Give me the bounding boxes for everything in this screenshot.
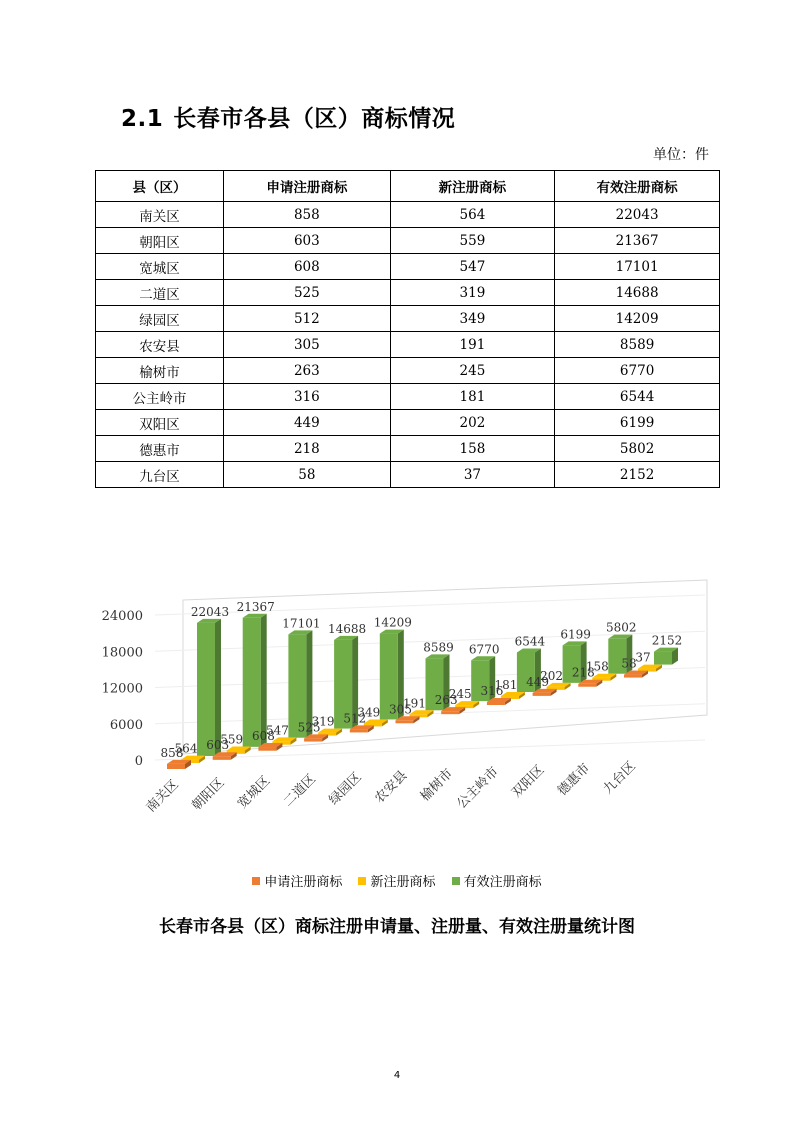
bar-0 xyxy=(578,684,596,687)
cell-valid: 6199 xyxy=(555,410,720,436)
y-tick-label: 12000 xyxy=(101,681,143,697)
bar-0 xyxy=(304,738,322,741)
bar-2 xyxy=(654,652,672,665)
cell-county: 宽城区 xyxy=(96,254,224,280)
bar-data-label: 21367 xyxy=(236,599,275,614)
cell-county: 九台区 xyxy=(96,462,224,488)
x-category-label: 九台区 xyxy=(600,758,639,798)
bar-2 xyxy=(197,623,215,756)
bar-data-label: 181 xyxy=(494,678,518,693)
legend-swatch-applications xyxy=(252,877,260,885)
bar-data-label: 6544 xyxy=(514,634,546,649)
cell-new: 202 xyxy=(390,410,555,436)
cell-new: 349 xyxy=(390,306,555,332)
section-heading xyxy=(121,100,455,133)
x-category-label: 南关区 xyxy=(143,777,182,816)
bar-data-label: 512 xyxy=(343,711,367,726)
cell-new: 37 xyxy=(390,462,555,488)
cell-applications: 58 xyxy=(224,462,391,488)
bar-data-label: 14688 xyxy=(328,621,367,636)
bar-0 xyxy=(487,702,505,705)
bar-data-label: 58 xyxy=(621,656,637,671)
cell-new: 191 xyxy=(390,332,555,358)
bar-data-label: 564 xyxy=(174,741,198,756)
table-row xyxy=(96,306,720,332)
bar-data-label: 37 xyxy=(635,650,651,665)
cell-new: 245 xyxy=(390,358,555,384)
legend-label-valid: 有效注册商标 xyxy=(463,875,542,890)
cell-county: 公主岭市 xyxy=(96,384,224,410)
bar-data-label: 525 xyxy=(297,720,321,735)
bar-data-label: 8589 xyxy=(423,640,454,655)
bar-data-label: 5802 xyxy=(606,620,637,635)
section-title: 长春市各县（区）商标情况 xyxy=(173,106,456,132)
cell-new: 559 xyxy=(390,228,555,254)
x-category-label: 二道区 xyxy=(280,771,319,810)
table-row xyxy=(96,436,720,462)
trademark-table xyxy=(95,170,720,488)
bar-data-label: 2152 xyxy=(651,633,683,648)
x-category-label: 绿园区 xyxy=(326,769,365,809)
cell-valid: 22043 xyxy=(555,202,720,228)
legend-swatch-new xyxy=(358,877,366,885)
table-row xyxy=(96,280,720,306)
cell-valid: 6544 xyxy=(555,384,720,410)
bar-0 xyxy=(396,720,414,723)
cell-county: 德惠市 xyxy=(96,436,224,462)
bar-data-label: 858 xyxy=(160,745,184,760)
legend-swatch-valid xyxy=(452,877,460,885)
cell-county: 二道区 xyxy=(96,280,224,306)
legend-item-valid xyxy=(452,871,542,890)
page-number: 4 xyxy=(393,1070,401,1081)
bar-data-label: 559 xyxy=(220,732,244,747)
bar-data-label: 547 xyxy=(265,723,289,738)
y-tick-label: 18000 xyxy=(101,645,143,661)
bar-data-label: 603 xyxy=(206,738,230,753)
cell-valid: 21367 xyxy=(555,228,720,254)
cell-applications: 316 xyxy=(224,384,391,410)
unit-label: 单位：件 xyxy=(653,147,709,163)
cell-county: 南关区 xyxy=(96,202,224,228)
bar-2 xyxy=(243,618,261,747)
bar-0 xyxy=(167,764,185,769)
cell-valid: 8589 xyxy=(555,332,720,358)
cell-applications: 263 xyxy=(224,358,391,384)
cell-new: 547 xyxy=(390,254,555,280)
cell-applications: 525 xyxy=(224,280,391,306)
cell-county: 朝阳区 xyxy=(96,228,224,254)
bar-0 xyxy=(213,756,231,760)
x-category-label: 榆树市 xyxy=(417,766,457,805)
legend-label-new: 新注册商标 xyxy=(370,875,436,890)
trademark-3d-bar-chart xyxy=(95,570,720,870)
bar-data-label: 319 xyxy=(311,714,335,729)
bar-0 xyxy=(441,711,459,714)
table-header-row xyxy=(96,171,720,202)
bar-data-label: 349 xyxy=(357,705,381,720)
bar-data-label: 245 xyxy=(448,687,472,702)
bar-data-label: 17101 xyxy=(282,616,321,631)
cell-applications: 858 xyxy=(224,202,391,228)
cell-applications: 512 xyxy=(224,306,391,332)
cell-county: 农安县 xyxy=(96,332,224,358)
table-row xyxy=(96,332,720,358)
legend-item-applications xyxy=(252,871,342,890)
header-valid-registrations: 有效注册商标 xyxy=(555,171,720,202)
cell-applications: 449 xyxy=(224,410,391,436)
cell-new: 564 xyxy=(390,202,555,228)
y-tick-label: 0 xyxy=(134,754,143,769)
cell-valid: 6770 xyxy=(555,358,720,384)
bar-data-label: 202 xyxy=(540,668,564,683)
table-row xyxy=(96,410,720,436)
chart-caption: 长春市各县（区）商标注册申请量、注册量、有效注册量统计图 xyxy=(159,917,635,937)
bar-data-label: 218 xyxy=(571,665,595,680)
cell-valid: 5802 xyxy=(555,436,720,462)
bar-data-label: 316 xyxy=(480,684,504,699)
chart-legend xyxy=(0,871,794,890)
legend-label-applications: 申请注册商标 xyxy=(264,875,343,890)
cell-valid: 2152 xyxy=(555,462,720,488)
table-row xyxy=(96,462,720,488)
legend-item-new xyxy=(358,871,435,890)
table-row xyxy=(96,202,720,228)
bar-data-label: 6770 xyxy=(468,642,500,657)
x-category-label: 朝阳区 xyxy=(189,775,228,814)
table-row xyxy=(96,358,720,384)
bar-data-label: 191 xyxy=(403,696,426,711)
bar-0 xyxy=(533,693,551,696)
bar-0 xyxy=(258,747,276,751)
cell-valid: 14209 xyxy=(555,306,720,332)
cell-valid: 17101 xyxy=(555,254,720,280)
x-category-label: 双阳区 xyxy=(509,762,548,801)
cell-new: 181 xyxy=(390,384,555,410)
cell-applications: 603 xyxy=(224,228,391,254)
bar-data-label: 6199 xyxy=(560,627,591,642)
section-number: 2.1 xyxy=(121,106,164,132)
bar-data-label: 22043 xyxy=(190,604,230,619)
cell-applications: 305 xyxy=(224,332,391,358)
header-applications: 申请注册商标 xyxy=(224,171,391,202)
y-tick-label: 24000 xyxy=(101,609,143,624)
x-category-label: 德惠市 xyxy=(554,760,594,799)
cell-county: 榆树市 xyxy=(96,358,224,384)
x-category-label: 农安县 xyxy=(372,768,411,807)
bar-data-label: 608 xyxy=(251,729,275,744)
x-category-label: 公主岭市 xyxy=(454,764,502,812)
cell-new: 319 xyxy=(390,280,555,306)
cell-new: 158 xyxy=(390,436,555,462)
bar-data-label: 263 xyxy=(434,693,458,708)
bar-data-label: 305 xyxy=(389,702,412,717)
bar-data-label: 158 xyxy=(585,659,609,674)
header-county: 县（区） xyxy=(96,171,224,202)
cell-county: 双阳区 xyxy=(96,410,224,436)
bar-0 xyxy=(624,675,642,678)
cell-applications: 608 xyxy=(224,254,391,280)
bar-data-label: 449 xyxy=(526,674,550,689)
bar-0 xyxy=(350,729,368,732)
x-category-label: 宽城区 xyxy=(235,773,274,812)
header-new-registrations: 新注册商标 xyxy=(390,171,555,202)
table-row xyxy=(96,254,720,280)
table-row xyxy=(96,228,720,254)
bar-data-label: 14209 xyxy=(373,615,412,630)
cell-applications: 218 xyxy=(224,436,391,462)
table-row xyxy=(96,384,720,410)
cell-valid: 14688 xyxy=(555,280,720,306)
cell-county: 绿园区 xyxy=(96,306,224,332)
y-tick-label: 6000 xyxy=(109,717,143,733)
